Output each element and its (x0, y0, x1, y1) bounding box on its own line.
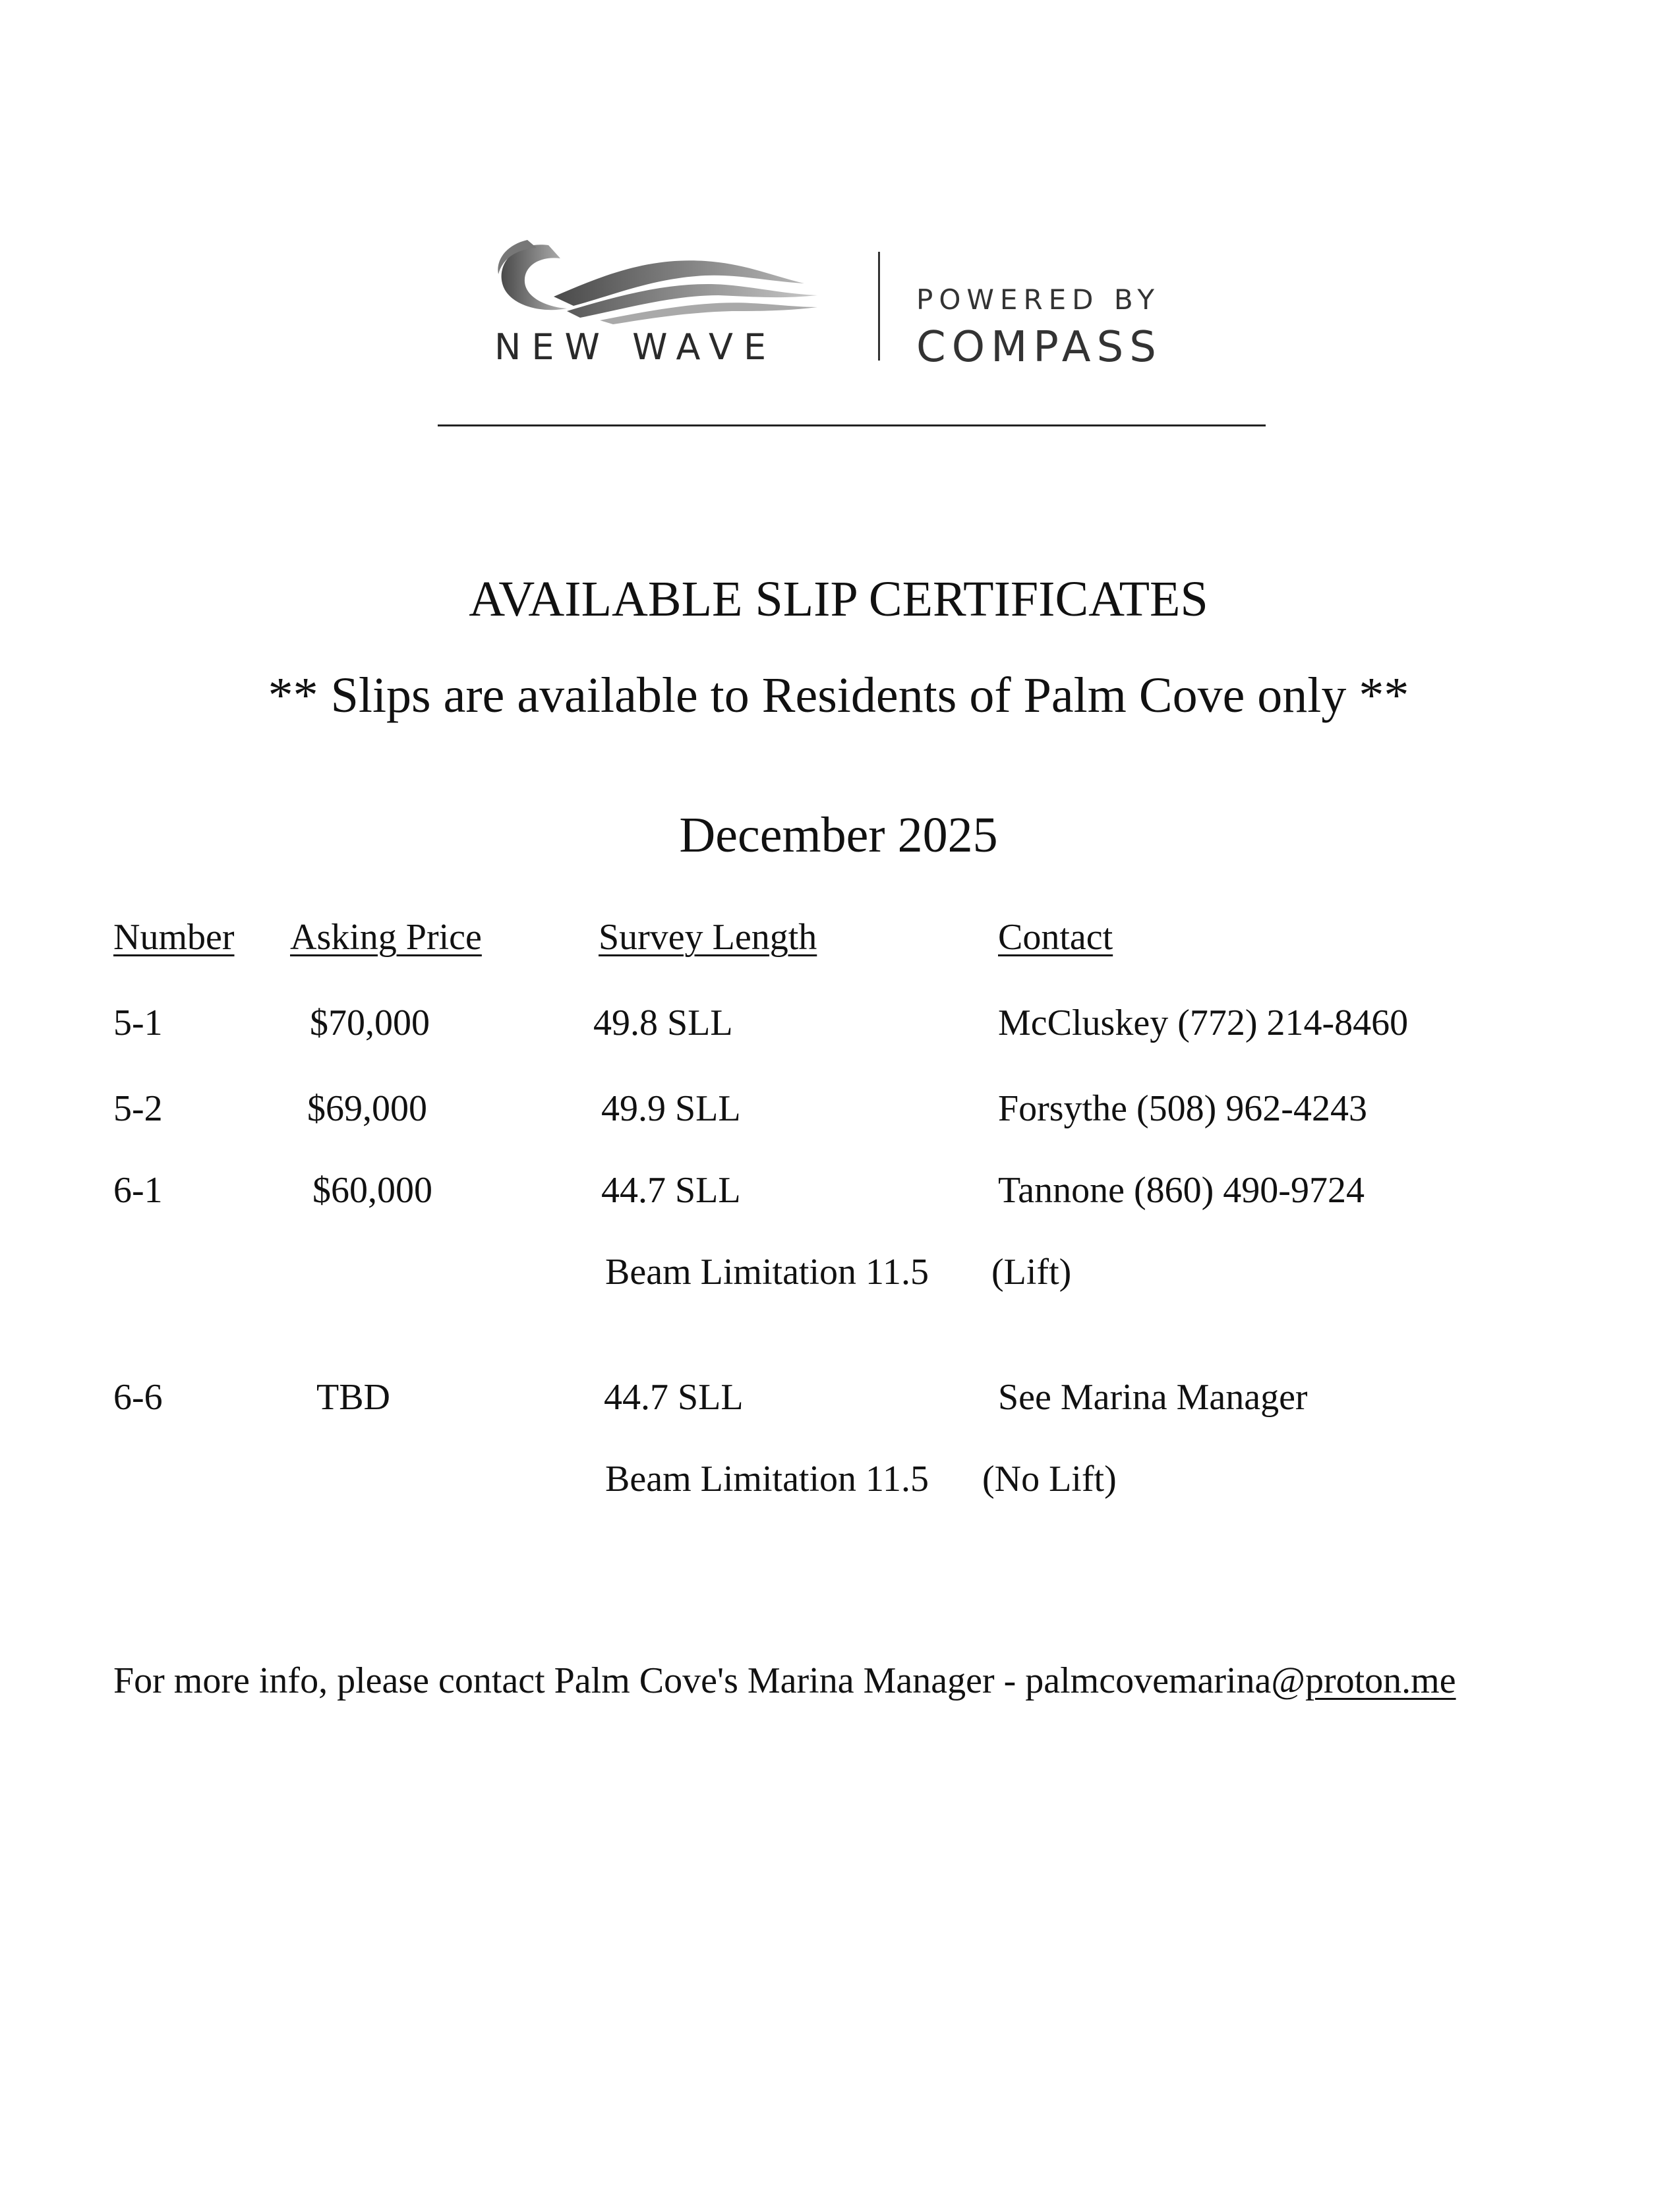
survey-length: 44.7 SLL (601, 1170, 741, 1211)
slip-number: 5-2 (113, 1088, 163, 1129)
survey-length: 49.8 SLL (593, 1003, 733, 1043)
brand-divider (878, 252, 880, 361)
slip-number: 5-1 (113, 1003, 163, 1043)
beam-limitation-note: Beam Limitation 11.5 (605, 1252, 929, 1293)
footer-text: For more info, please contact Palm Cove's Marina Manager - palmcovemarina@ (113, 1660, 1305, 1701)
asking-price: TBD (316, 1377, 390, 1418)
header-contact: Contact (998, 917, 1113, 958)
letterhead (488, 218, 1213, 376)
lift-note: (No Lift) (982, 1459, 1117, 1499)
powered-by-label: POWERED BY (916, 283, 1161, 316)
asking-price: $69,000 (307, 1088, 427, 1129)
survey-length: 44.7 SLL (604, 1377, 744, 1418)
contact: Tannone (860) 490-9724 (998, 1170, 1365, 1211)
email-link[interactable]: proton.me (1305, 1660, 1456, 1701)
header-survey-length: Survey Length (599, 917, 817, 958)
beam-limitation-note: Beam Limitation 11.5 (605, 1459, 929, 1499)
asking-price: $70,000 (310, 1003, 430, 1043)
lift-note: (Lift) (991, 1252, 1072, 1293)
survey-length: 49.9 SLL (601, 1088, 741, 1129)
contact: Forsythe (508) 962-4243 (998, 1088, 1367, 1129)
document-title: AVAILABLE SLIP CERTIFICATES (469, 571, 1208, 627)
document-subtitle: ** Slips are available to Residents of Palm Cove only ** (268, 668, 1409, 723)
header-asking-price: Asking Price (290, 917, 482, 958)
contact: McCluskey (772) 214-8460 (998, 1003, 1409, 1043)
footer-contact-info (113, 1660, 1456, 1702)
header-divider (438, 424, 1266, 426)
brand-name: NEW WAVE (494, 326, 777, 368)
slip-number: 6-6 (113, 1377, 163, 1418)
header-number: Number (113, 917, 235, 958)
slip-number: 6-1 (113, 1170, 163, 1211)
wave-logo-icon (488, 218, 844, 330)
contact: See Marina Manager (998, 1377, 1308, 1418)
asking-price: $60,000 (312, 1170, 432, 1211)
document-date: December 2025 (679, 807, 998, 863)
partner-name: COMPASS (916, 323, 1162, 372)
